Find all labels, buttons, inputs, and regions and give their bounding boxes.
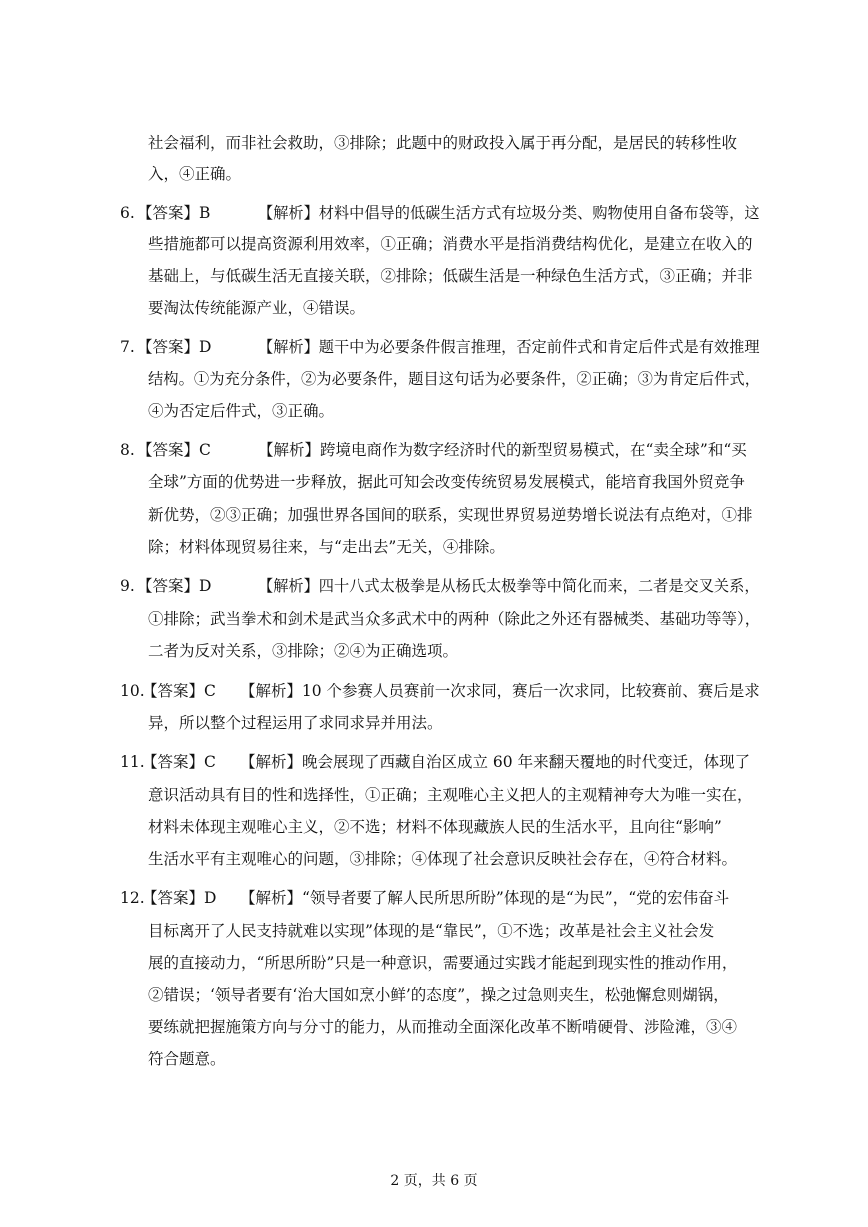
analysis-line: 意识活动具有目的性和选择性，①正确；主观唯心主义把人的主观精神夸大为唯一实在， (148, 786, 753, 804)
analysis-line: ④为否定后件式，③正确。 (148, 402, 335, 420)
item-number: 8. (120, 441, 135, 459)
analysis-line: 基础上，与低碳生活无直接关联，②排除；低碳生活是一种绿色生活方式，③正确；并非 (148, 267, 753, 285)
analysis-line: 要练就把握施策方向与分寸的能力，从而推动全面深化改革不断啃硬骨、涉险滩，③④ (148, 1018, 738, 1036)
intro-line: 入，④正确。 (148, 165, 242, 183)
analysis-line: 符合题意。 (148, 1050, 226, 1068)
analysis-line: ①排除；武当拳术和剑术是武当众多武术中的两种（除此之外还有器械类、基础功等等）， (148, 610, 761, 628)
analysis-line: 【解析】晚会展现了西藏自治区成立 60 年来翻天覆地的时代变迁，体现了 (240, 753, 751, 771)
item-number: 6. (120, 204, 135, 222)
answer-label: 【答案】D (137, 338, 212, 356)
analysis-line: 【解析】10 个参赛人员赛前一次求同，赛后一次求同，比较赛前、赛后是求 (240, 682, 760, 700)
analysis-line: 目标离开了人民支持就难以实现”体现的是“靠民”，①不选；改革是社会主义社会发 (148, 922, 715, 940)
analysis-line: 异，所以整个过程运用了求同求异并用法。 (148, 714, 443, 732)
analysis-line: 新优势，②③正确；加强世界各国间的联系，实现世界贸易逆势增长说法有点绝对，①排 (148, 506, 753, 524)
analysis-line: 二者为反对关系，③排除；②④为正确选项。 (148, 642, 459, 660)
answer-label: 【答案】B (137, 204, 211, 222)
item-number: 7. (120, 338, 135, 356)
answer-label: 【答案】C (137, 441, 211, 459)
analysis-line: 【解析】题干中为必要条件假言推理，否定前件式和肯定后件式是有效推理 (258, 338, 760, 356)
intro-line: 社会福利，而非社会救助，③排除；此题中的财政投入属于再分配，是居民的转移性收 (148, 134, 738, 152)
analysis-line: 【解析】跨境电商作为数字经济时代的新型贸易模式，在“卖全球”和“买 (258, 441, 747, 459)
analysis-line: 些措施都可以提高资源利用效率，①正确；消费水平是指消费结构优化，是建立在收入的 (148, 235, 753, 253)
analysis-line: 结构。①为充分条件，②为必要条件，题目这句话为必要条件，②正确；③为肯定后件式， (148, 370, 761, 388)
item-number: 12. (120, 889, 145, 907)
item-number: 11. (120, 753, 145, 771)
analysis-line: 【解析】四十八式太极拳是从杨氏太极拳等中简化而来，二者是交叉关系， (258, 577, 760, 595)
analysis-line: 生活水平有主观唯心的问题，③排除；④体现了社会意识反映社会存在，④符合材料。 (148, 850, 738, 868)
answer-label: 【答案】C (142, 682, 216, 700)
analysis-line: 【解析】“领导者要了解人民所思所盼”体现的是“为民”，“党的宏伟奋斗 (240, 889, 730, 907)
answer-label: 【答案】D (137, 577, 212, 595)
answer-label: 【答案】D (142, 889, 217, 907)
analysis-line: 材料未体现主观唯心主义，②不选；材料不体现藏族人民的生活水平，且向往“影响” (148, 818, 722, 836)
item-number: 10. (120, 682, 145, 700)
item-number: 9. (120, 577, 135, 595)
analysis-line: 要淘汰传统能源产业，④错误。 (148, 299, 366, 317)
analysis-line: ②错误；‘领导者要有‘治大国如烹小鲜’的态度”，操之过急则夹生，松弛懈怠则煳锅， (148, 986, 729, 1004)
page-footer: 2 页，共 6 页 (390, 1173, 478, 1189)
analysis-line: 全球”方面的优势进一步释放，据此可知会改变传统贸易发展模式，能培育我国外贸竞争 (148, 473, 745, 491)
analysis-line: 【解析】材料中倡导的低碳生活方式有垃圾分类、购物使用自备布袋等，这 (258, 204, 760, 222)
answer-label: 【答案】C (142, 753, 216, 771)
analysis-line: 除；材料体现贸易往来，与“走出去”无关，④排除。 (148, 538, 505, 556)
analysis-line: 展的直接动力，“所思所盼”只是一种意识，需要通过实践才能起到现实性的推动作用， (148, 954, 738, 972)
